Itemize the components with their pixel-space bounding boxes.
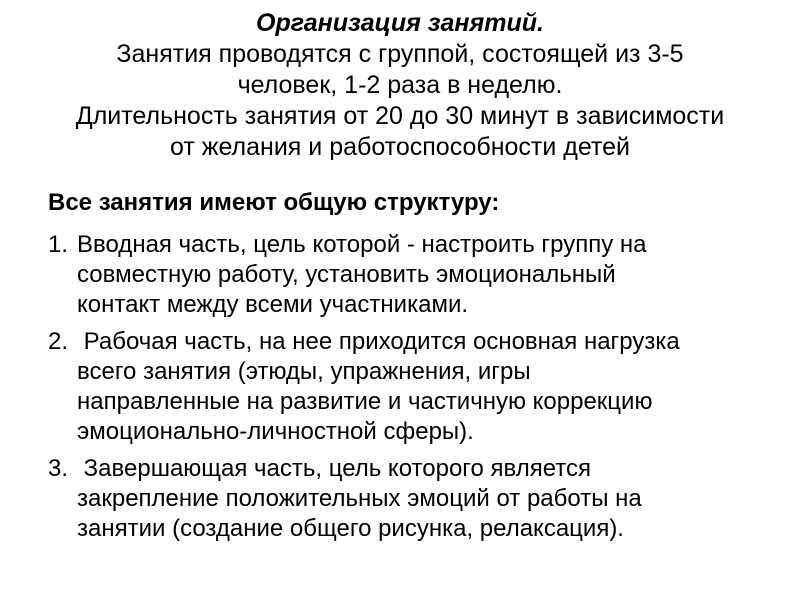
list-item — [48, 230, 768, 320]
list-item-line: Рабочая часть, на нее приходится основная нагрузка — [77, 328, 680, 355]
title-line: от желания и работоспособности детей — [170, 133, 630, 161]
structure-list — [48, 230, 768, 544]
title-heading: Организация занятий. — [256, 9, 544, 37]
title-line: человек, 1-2 раза в неделю. — [237, 71, 563, 99]
list-item-line: закрепление положительных эмоций от работы на — [77, 485, 642, 512]
list-item-number: 3. — [48, 455, 69, 482]
list-item-line: контакт между всеми участниками. — [77, 291, 469, 318]
slide-body — [48, 188, 768, 551]
list-item-line: всего занятия (этюды, упражнения, игры — [77, 358, 531, 385]
list-item — [48, 454, 768, 544]
list-item — [48, 327, 768, 447]
list-item-line: Вводная часть, цель которой - настроить группу на — [77, 231, 647, 258]
title-line: Занятия проводятся с группой, состоящей из 3-5 — [116, 40, 684, 68]
title-line: Длительность занятия от 20 до 30 минут в зависимости — [75, 102, 725, 130]
list-item-line: Завершающая часть, цель которого является — [77, 455, 591, 482]
list-item-line: занятии (создание общего рисунка, релаксация). — [77, 515, 624, 542]
structure-lead: Все занятия имеют общую структуру: — [48, 189, 500, 216]
list-item-line: эмоционально-личностной сферы). — [77, 418, 474, 445]
list-item-number: 2. — [48, 328, 69, 355]
list-item-line: совместную работу, установить эмоциональный — [77, 261, 616, 288]
list-item-line: направленные на развитие и частичную коррекцию — [77, 388, 653, 415]
list-item-number: 1. — [48, 231, 69, 258]
slide-title — [40, 8, 760, 163]
